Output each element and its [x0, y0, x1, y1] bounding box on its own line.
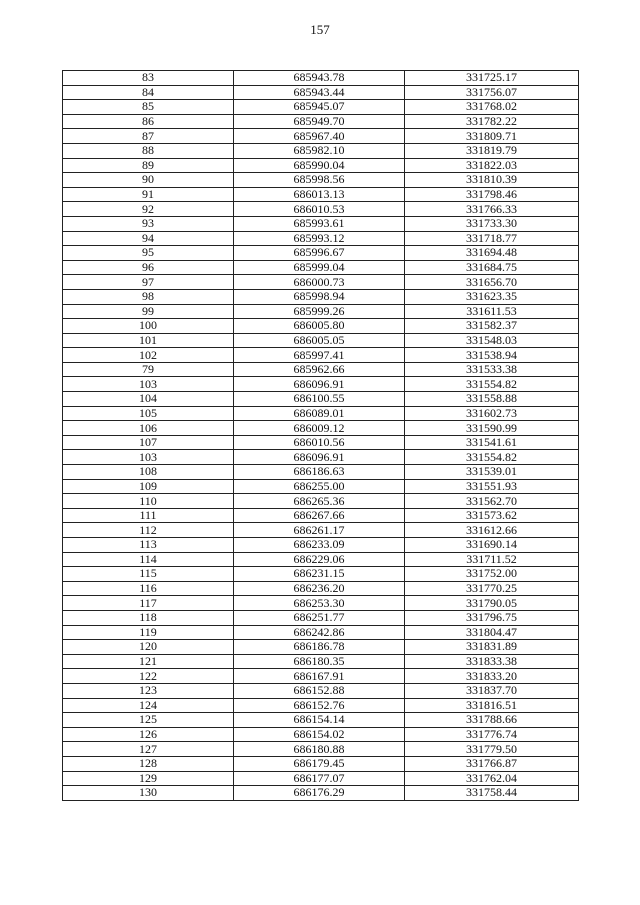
table-row: [63, 85, 579, 100]
x-coordinate-cell: 685949.70: [234, 114, 405, 129]
table-row: [63, 596, 579, 611]
x-coordinate-cell: 685999.26: [234, 304, 405, 319]
table-row: [63, 129, 579, 144]
x-coordinate-cell: 685993.12: [234, 231, 405, 246]
point-number-cell: 117: [63, 596, 234, 611]
x-coordinate-cell: 685998.56: [234, 173, 405, 188]
y-coordinate-cell: 331538.94: [405, 348, 579, 363]
x-coordinate-cell: 686152.76: [234, 698, 405, 713]
table-row: [63, 71, 579, 86]
table-row: [63, 275, 579, 290]
x-coordinate-cell: 686154.14: [234, 713, 405, 728]
point-number-cell: 88: [63, 143, 234, 158]
table-row: [63, 567, 579, 582]
table-row: [63, 552, 579, 567]
table-row: [63, 158, 579, 173]
x-coordinate-cell: 685967.40: [234, 129, 405, 144]
x-coordinate-cell: 686010.53: [234, 202, 405, 217]
table-row: [63, 727, 579, 742]
y-coordinate-cell: 331837.70: [405, 683, 579, 698]
y-coordinate-cell: 331779.50: [405, 742, 579, 757]
point-number-cell: 118: [63, 610, 234, 625]
point-number-cell: 108: [63, 465, 234, 480]
table-row: [63, 508, 579, 523]
point-number-cell: 112: [63, 523, 234, 538]
point-number-cell: 122: [63, 669, 234, 684]
table-row: [63, 246, 579, 261]
point-number-cell: 120: [63, 640, 234, 655]
y-coordinate-cell: 331684.75: [405, 260, 579, 275]
y-coordinate-cell: 331788.66: [405, 713, 579, 728]
x-coordinate-cell: 686167.91: [234, 669, 405, 684]
table-row: [63, 465, 579, 480]
table-row: [63, 216, 579, 231]
x-coordinate-cell: 686005.80: [234, 319, 405, 334]
point-number-cell: 85: [63, 100, 234, 115]
x-coordinate-cell: 686013.13: [234, 187, 405, 202]
x-coordinate-cell: 686253.30: [234, 596, 405, 611]
y-coordinate-cell: 331551.93: [405, 479, 579, 494]
table-row: [63, 786, 579, 801]
y-coordinate-cell: 331819.79: [405, 143, 579, 158]
y-coordinate-cell: 331573.62: [405, 508, 579, 523]
table-row: [63, 654, 579, 669]
point-number-cell: 128: [63, 756, 234, 771]
x-coordinate-cell: 686177.07: [234, 771, 405, 786]
y-coordinate-cell: 331548.03: [405, 333, 579, 348]
y-coordinate-cell: 331804.47: [405, 625, 579, 640]
table-row: [63, 377, 579, 392]
table-row: [63, 421, 579, 436]
point-number-cell: 79: [63, 362, 234, 377]
y-coordinate-cell: 331776.74: [405, 727, 579, 742]
point-number-cell: 125: [63, 713, 234, 728]
point-number-cell: 99: [63, 304, 234, 319]
y-coordinate-cell: 331770.25: [405, 581, 579, 596]
y-coordinate-cell: 331752.00: [405, 567, 579, 582]
table-row: [63, 683, 579, 698]
table-row: [63, 756, 579, 771]
point-number-cell: 107: [63, 435, 234, 450]
table-row: [63, 114, 579, 129]
x-coordinate-cell: 686005.05: [234, 333, 405, 348]
x-coordinate-cell: 686267.66: [234, 508, 405, 523]
x-coordinate-cell: 686229.06: [234, 552, 405, 567]
table-row: [63, 698, 579, 713]
y-coordinate-cell: 331590.99: [405, 421, 579, 436]
table-row: [63, 479, 579, 494]
y-coordinate-cell: 331790.05: [405, 596, 579, 611]
point-number-cell: 98: [63, 289, 234, 304]
x-coordinate-cell: 685982.10: [234, 143, 405, 158]
x-coordinate-cell: 686233.09: [234, 538, 405, 553]
point-number-cell: 110: [63, 494, 234, 509]
table-row: [63, 289, 579, 304]
x-coordinate-cell: 686179.45: [234, 756, 405, 771]
point-number-cell: 84: [63, 85, 234, 100]
point-number-cell: 83: [63, 71, 234, 86]
table-row: [63, 450, 579, 465]
y-coordinate-cell: 331711.52: [405, 552, 579, 567]
x-coordinate-cell: 686255.00: [234, 479, 405, 494]
y-coordinate-cell: 331762.04: [405, 771, 579, 786]
point-number-cell: 100: [63, 319, 234, 334]
x-coordinate-cell: 686096.91: [234, 450, 405, 465]
point-number-cell: 90: [63, 173, 234, 188]
table-row: [63, 187, 579, 202]
table-row: [63, 143, 579, 158]
table-row: [63, 173, 579, 188]
point-number-cell: 121: [63, 654, 234, 669]
point-number-cell: 93: [63, 216, 234, 231]
table-row: [63, 771, 579, 786]
page-number: 157: [310, 22, 330, 37]
point-number-cell: 87: [63, 129, 234, 144]
table-row: [63, 202, 579, 217]
point-number-cell: 113: [63, 538, 234, 553]
point-number-cell: 114: [63, 552, 234, 567]
y-coordinate-cell: 331554.82: [405, 450, 579, 465]
y-coordinate-cell: 331690.14: [405, 538, 579, 553]
point-number-cell: 101: [63, 333, 234, 348]
y-coordinate-cell: 331822.03: [405, 158, 579, 173]
x-coordinate-cell: 685999.04: [234, 260, 405, 275]
x-coordinate-cell: 685998.94: [234, 289, 405, 304]
coordinates-table: [62, 70, 579, 801]
x-coordinate-cell: 685993.61: [234, 216, 405, 231]
point-number-cell: 104: [63, 392, 234, 407]
point-number-cell: 105: [63, 406, 234, 421]
point-number-cell: 116: [63, 581, 234, 596]
y-coordinate-cell: 331809.71: [405, 129, 579, 144]
x-coordinate-cell: 686154.02: [234, 727, 405, 742]
y-coordinate-cell: 331541.61: [405, 435, 579, 450]
x-coordinate-cell: 686261.17: [234, 523, 405, 538]
table-row: [63, 392, 579, 407]
x-coordinate-cell: 685945.07: [234, 100, 405, 115]
point-number-cell: 91: [63, 187, 234, 202]
x-coordinate-cell: 686242.86: [234, 625, 405, 640]
x-coordinate-cell: 685990.04: [234, 158, 405, 173]
y-coordinate-cell: 331562.70: [405, 494, 579, 509]
y-coordinate-cell: 331694.48: [405, 246, 579, 261]
table-row: [63, 406, 579, 421]
table-row: [63, 260, 579, 275]
y-coordinate-cell: 331756.07: [405, 85, 579, 100]
table-row: [63, 304, 579, 319]
point-number-cell: 89: [63, 158, 234, 173]
x-coordinate-cell: 686265.36: [234, 494, 405, 509]
table-row: [63, 494, 579, 509]
y-coordinate-cell: 331554.82: [405, 377, 579, 392]
point-number-cell: 86: [63, 114, 234, 129]
point-number-cell: 119: [63, 625, 234, 640]
table-row: [63, 669, 579, 684]
y-coordinate-cell: 331833.20: [405, 669, 579, 684]
table-row: [63, 538, 579, 553]
table-row: [63, 362, 579, 377]
y-coordinate-cell: 331766.33: [405, 202, 579, 217]
table-row: [63, 625, 579, 640]
x-coordinate-cell: 686000.73: [234, 275, 405, 290]
x-coordinate-cell: 686251.77: [234, 610, 405, 625]
point-number-cell: 97: [63, 275, 234, 290]
point-number-cell: 94: [63, 231, 234, 246]
y-coordinate-cell: 331758.44: [405, 786, 579, 801]
y-coordinate-cell: 331768.02: [405, 100, 579, 115]
y-coordinate-cell: 331623.35: [405, 289, 579, 304]
x-coordinate-cell: 686152.88: [234, 683, 405, 698]
y-coordinate-cell: 331582.37: [405, 319, 579, 334]
table-row: [63, 435, 579, 450]
table-row: [63, 742, 579, 757]
x-coordinate-cell: 686096.91: [234, 377, 405, 392]
point-number-cell: 124: [63, 698, 234, 713]
y-coordinate-cell: 331798.46: [405, 187, 579, 202]
table-row: [63, 581, 579, 596]
point-number-cell: 123: [63, 683, 234, 698]
x-coordinate-cell: 686009.12: [234, 421, 405, 436]
y-coordinate-cell: 331733.30: [405, 216, 579, 231]
y-coordinate-cell: 331656.70: [405, 275, 579, 290]
x-coordinate-cell: 686186.78: [234, 640, 405, 655]
y-coordinate-cell: 331766.87: [405, 756, 579, 771]
y-coordinate-cell: 331833.38: [405, 654, 579, 669]
y-coordinate-cell: 331816.51: [405, 698, 579, 713]
y-coordinate-cell: 331718.77: [405, 231, 579, 246]
y-coordinate-cell: 331612.66: [405, 523, 579, 538]
point-number-cell: 130: [63, 786, 234, 801]
x-coordinate-cell: 685997.41: [234, 348, 405, 363]
x-coordinate-cell: 686100.55: [234, 392, 405, 407]
table-row: [63, 713, 579, 728]
point-number-cell: 95: [63, 246, 234, 261]
table-row: [63, 523, 579, 538]
x-coordinate-cell: 685962.66: [234, 362, 405, 377]
y-coordinate-cell: 331602.73: [405, 406, 579, 421]
point-number-cell: 96: [63, 260, 234, 275]
x-coordinate-cell: 686176.29: [234, 786, 405, 801]
point-number-cell: 102: [63, 348, 234, 363]
point-number-cell: 115: [63, 567, 234, 582]
point-number-cell: 106: [63, 421, 234, 436]
point-number-cell: 92: [63, 202, 234, 217]
point-number-cell: 103: [63, 377, 234, 392]
y-coordinate-cell: 331725.17: [405, 71, 579, 86]
table-row: [63, 610, 579, 625]
table-row: [63, 333, 579, 348]
y-coordinate-cell: 331796.75: [405, 610, 579, 625]
x-coordinate-cell: 686180.88: [234, 742, 405, 757]
table-row: [63, 348, 579, 363]
point-number-cell: 129: [63, 771, 234, 786]
y-coordinate-cell: 331810.39: [405, 173, 579, 188]
x-coordinate-cell: 685996.67: [234, 246, 405, 261]
x-coordinate-cell: 686231.15: [234, 567, 405, 582]
coordinates-table-body: [63, 71, 579, 801]
point-number-cell: 109: [63, 479, 234, 494]
x-coordinate-cell: 686089.01: [234, 406, 405, 421]
table-row: [63, 100, 579, 115]
point-number-cell: 103: [63, 450, 234, 465]
table-row: [63, 640, 579, 655]
y-coordinate-cell: 331831.89: [405, 640, 579, 655]
x-coordinate-cell: 685943.78: [234, 71, 405, 86]
table-row: [63, 231, 579, 246]
y-coordinate-cell: 331533.38: [405, 362, 579, 377]
x-coordinate-cell: 686010.56: [234, 435, 405, 450]
point-number-cell: 127: [63, 742, 234, 757]
x-coordinate-cell: 686236.20: [234, 581, 405, 596]
x-coordinate-cell: 685943.44: [234, 85, 405, 100]
y-coordinate-cell: 331539.01: [405, 465, 579, 480]
y-coordinate-cell: 331558.88: [405, 392, 579, 407]
point-number-cell: 126: [63, 727, 234, 742]
y-coordinate-cell: 331782.22: [405, 114, 579, 129]
table-row: [63, 319, 579, 334]
point-number-cell: 111: [63, 508, 234, 523]
x-coordinate-cell: 686186.63: [234, 465, 405, 480]
y-coordinate-cell: 331611.53: [405, 304, 579, 319]
x-coordinate-cell: 686180.35: [234, 654, 405, 669]
